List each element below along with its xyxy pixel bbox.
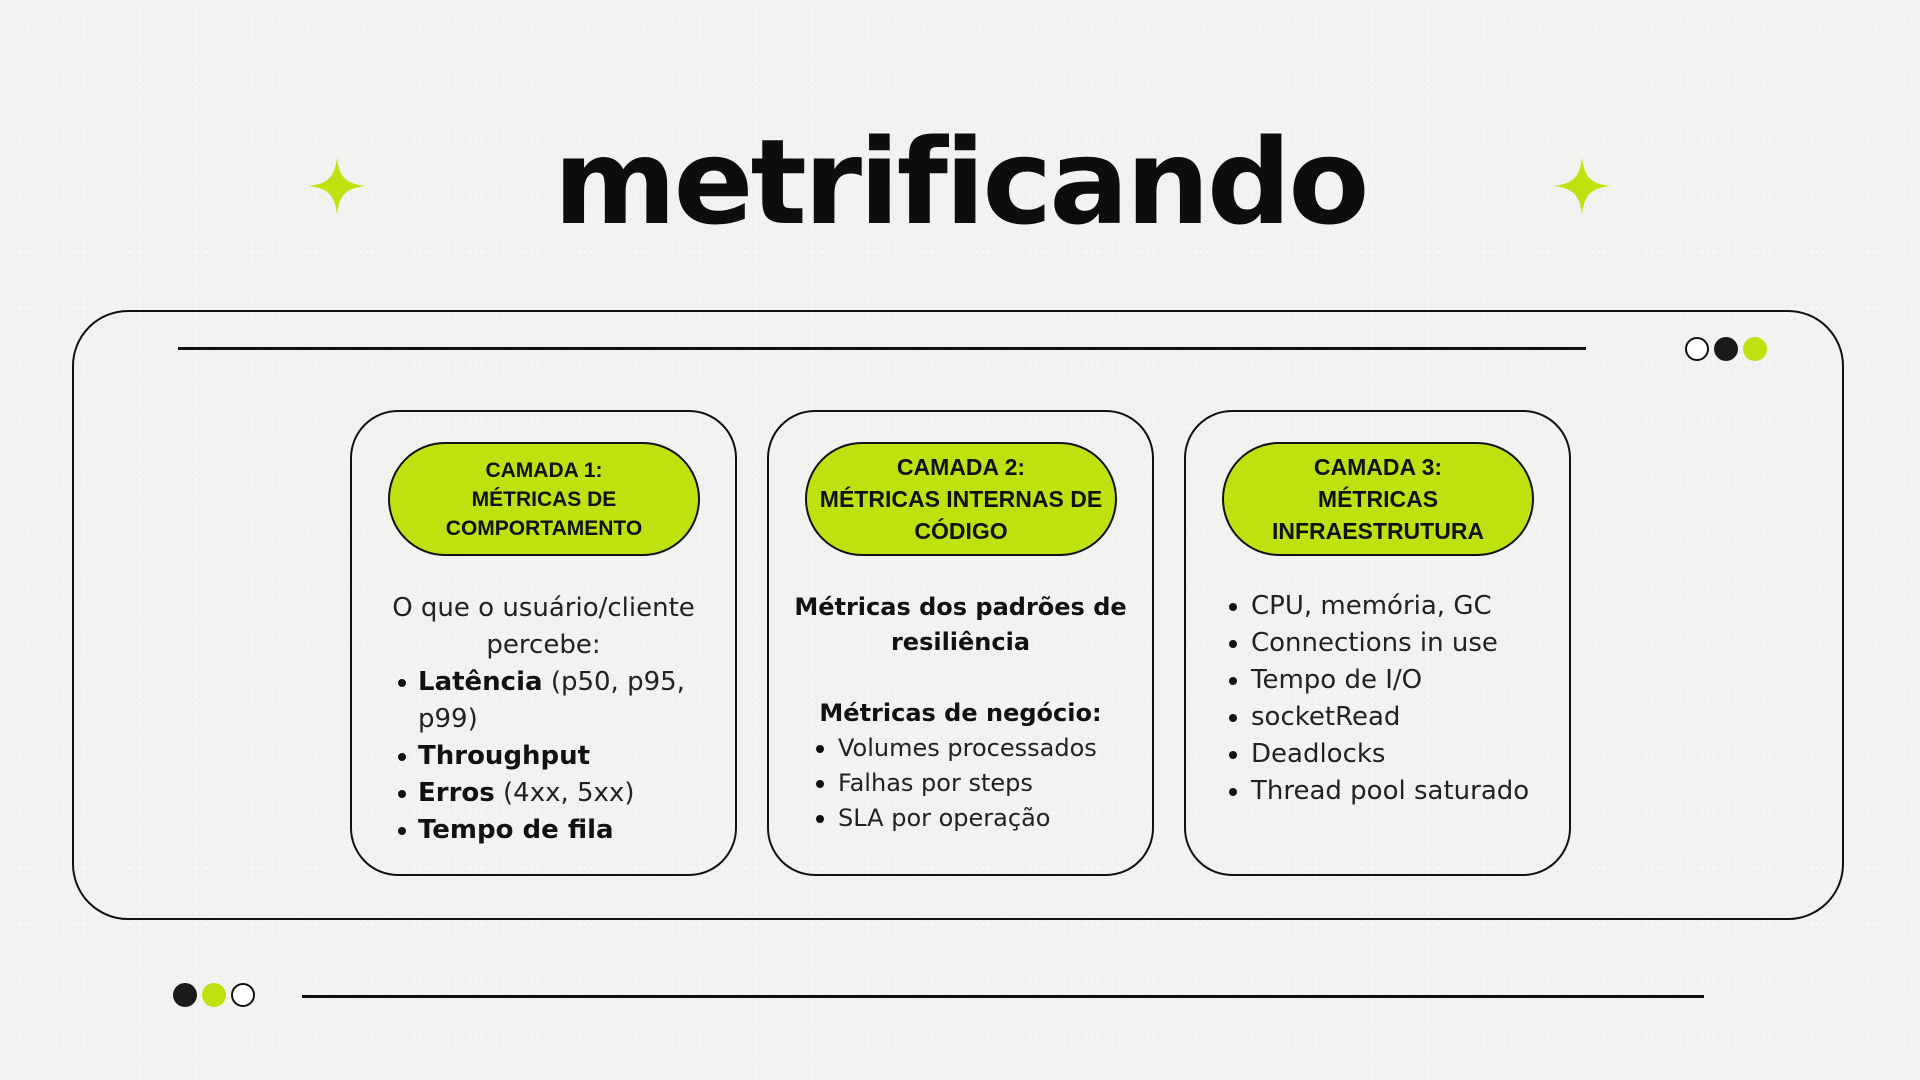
list-item: socketRead (1251, 699, 1569, 736)
bullet-list (352, 664, 735, 849)
card-header: CAMADA 3: MÉTRICAS INFRAESTRUTURA (1271, 454, 1485, 544)
lime-dot (202, 983, 226, 1007)
bullet-list (1186, 588, 1569, 810)
footer-divider (302, 995, 1704, 998)
list-item: CPU, memória, GC (1251, 588, 1569, 625)
card-heading: Métricas dos padrões de resiliência (794, 593, 1127, 656)
page-title: metrificando (553, 113, 1367, 251)
card-body (352, 590, 735, 849)
hollow-dot (231, 983, 255, 1007)
list-item: Tempo de I/O (1251, 662, 1569, 699)
list-item: Thread pool saturado (1251, 773, 1569, 810)
list-item: Connections in use (1251, 625, 1569, 662)
card-header: CAMADA 2: MÉTRICAS INTERNAS DE CÓDIGO (819, 454, 1103, 544)
hollow-dot (1685, 337, 1709, 361)
card-header-pill (1222, 442, 1534, 556)
card-layer-2 (767, 410, 1154, 876)
list-item: Tempo de fila (418, 812, 695, 849)
list-item: SLA por operação (838, 801, 1152, 836)
card-subheading: Métricas de negócio: (819, 699, 1102, 727)
list-item: Latência (p50, p95, p99) (418, 664, 695, 738)
card-layer-3 (1184, 410, 1571, 876)
card-header: CAMADA 1: MÉTRICAS DE COMPORTAMENTO (445, 458, 643, 540)
list-item: Volumes processados (838, 731, 1152, 766)
card-body (1186, 588, 1569, 810)
list-item: Deadlocks (1251, 736, 1569, 773)
card-header-pill (805, 442, 1117, 556)
lime-dot (1743, 337, 1767, 361)
list-item: Throughput (418, 738, 695, 775)
list-item: Erros (4xx, 5xx) (418, 775, 695, 812)
footer-dots (173, 983, 255, 1007)
dark-dot (1714, 337, 1738, 361)
frame-divider (178, 347, 1586, 350)
bullet-list (769, 731, 1152, 836)
card-header-pill (388, 442, 700, 556)
dark-dot (173, 983, 197, 1007)
window-dots (1685, 337, 1767, 361)
card-layer-1 (350, 410, 737, 876)
card-intro: O que o usuário/cliente percebe: (392, 593, 695, 660)
card-body (769, 590, 1152, 836)
list-item: Falhas por steps (838, 766, 1152, 801)
